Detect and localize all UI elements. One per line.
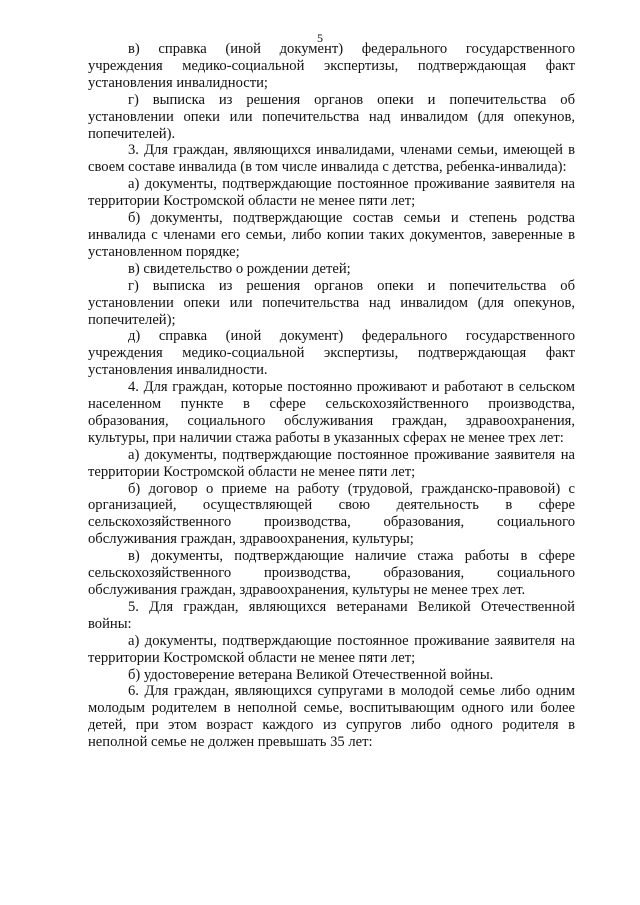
page-number: 5 — [317, 31, 323, 45]
section-4-heading: 4. Для граждан, которые постоянно проживают и работают в сельском населенном пункте в сфере сельскохозяйственного производства, образования, социального обслуживания граждан, здравоохранения, культуры, при наличии стажа работы в указанных сферах не менее трех лет: — [88, 379, 575, 446]
paragraph-3v: в) справка (иной документ) федерального государственного учреждения медико-социальной экспертизы, подтверждающая факт установления инвалидности; — [88, 41, 575, 91]
paragraph-3a: а) документы, подтверждающие постоянное проживание заявителя на территории Костромской области не менее пяти лет; — [88, 176, 575, 210]
paragraph-5a: а) документы, подтверждающие постоянное проживание заявителя на территории Костромской области не менее пяти лет; — [88, 632, 575, 666]
section-3-heading: 3. Для граждан, являющихся инвалидами, членами семьи, имеющей в своем составе инвалида (в том числе инвалида с детства, ребенка-инвалида): — [88, 142, 575, 176]
paragraph-3d: д) справка (иной документ) федерального государственного учреждения медико-социальной экспертизы, подтверждающая факт установления инвалидности. — [88, 328, 575, 379]
paragraph-3g-2: г) выписка из решения органов опеки и попечительства об установлении опеки или попечительства над инвалидом (для опекунов, попечителей); — [88, 277, 575, 328]
paragraph-4b: б) договор о приеме на работу (трудовой, гражданско-правовой) с организацией, осуществляющей свою деятельность в сфере сельскохозяйственного производства, образования, социального обслуживания граждан, здравоохранения, культуры; — [88, 480, 575, 548]
paragraph-3v-2: в) свидетельство о рождении детей; — [128, 260, 351, 277]
paragraph-5b: б) удостоверение ветерана Великой Отечественной войны. — [128, 666, 494, 683]
paragraph-3g: г) выписка из решения органов опеки и попечительства об установлении опеки или попечительства над инвалидом (для опекунов, попечителей). — [88, 91, 575, 142]
paragraph-3b: б) документы, подтверждающие состав семьи и степень родства инвалида с членами его семьи, либо копии таких документов, заверенные в установленном порядке; — [88, 210, 575, 260]
paragraph-4v: в) документы, подтверждающие наличие стажа работы в сфере сельскохозяйственного производства, образования, социального обслуживания граждан, здравоохранения, культуры не менее трех лет. — [88, 548, 575, 598]
document-body — [88, 41, 575, 751]
section-6-heading: 6. Для граждан, являющихся супругами в молодой семье либо одним молодым родителем в неполной семье, воспитывающим одного или более детей, при этом возраст каждого из супругов либо одного родителя в неполной семье не должен превышать 35 лет: — [88, 683, 575, 751]
section-5-heading: 5. Для граждан, являющихся ветеранами Великой Отечественной войны: — [88, 598, 575, 632]
paragraph-4a: а) документы, подтверждающие постоянное проживание заявителя на территории Костромской области не менее пяти лет; — [88, 446, 575, 480]
